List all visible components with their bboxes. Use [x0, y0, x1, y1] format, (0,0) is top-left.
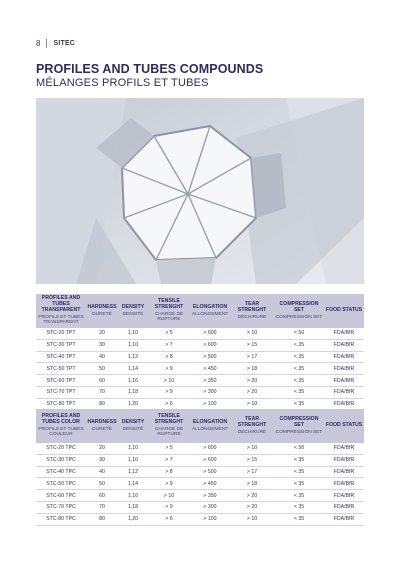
table-cell: > 17 — [230, 351, 274, 363]
table-header-row — [36, 294, 364, 328]
header-hardness: HARDNESS DURETÉ — [86, 294, 118, 328]
header-food: FOOD STATUS — [324, 409, 364, 443]
table-cell: > 10 — [230, 398, 274, 410]
page-subtitle: MÉLANGES PROFILS ET TUBES — [36, 77, 209, 89]
table-cell: > 8 — [148, 351, 190, 363]
table-cell: > 8 — [148, 466, 190, 478]
table-cell: FDA/BfR — [324, 443, 364, 454]
table-cell: STC-30 TPT — [36, 339, 86, 351]
table-cell: FDA/BfR — [324, 398, 364, 410]
table-cell: > 9 — [148, 363, 190, 375]
table-cell: < 35 — [274, 501, 324, 513]
header-compression: COMPRESSION SET COMPRESSION SET — [274, 409, 324, 443]
table-cell: < 35 — [274, 339, 324, 351]
table-row — [36, 490, 364, 502]
table-cell: STC-40 TPC — [36, 466, 86, 478]
table-cell: > 5 — [148, 328, 190, 339]
table-cell: 50 — [86, 478, 118, 490]
table-cell: 50 — [86, 363, 118, 375]
table-cell: > 15 — [230, 339, 274, 351]
table-cell: FDA/BfR — [324, 454, 364, 466]
transparent-compounds-table — [36, 294, 364, 411]
table-cell: < 35 — [274, 454, 324, 466]
table-cell: 70 — [86, 501, 118, 513]
table-cell: FDA/BfR — [324, 478, 364, 490]
table-row — [36, 478, 364, 490]
table-cell: > 100 — [190, 513, 230, 525]
table-cell: > 7 — [148, 454, 190, 466]
table-cell: FDA/BfR — [324, 351, 364, 363]
header-tear: TEAR STRENGHT DÉCHIRURE — [230, 409, 274, 443]
table-cell: STC-80 TPT — [36, 398, 86, 410]
header-hardness: HARDNESS DURETÉ — [86, 409, 118, 443]
table-cell: 1,10 — [118, 339, 148, 351]
color-compounds-table — [36, 409, 364, 526]
table-cell: 1,14 — [118, 478, 148, 490]
table-cell: > 600 — [190, 443, 230, 454]
table-cell: > 6 — [148, 513, 190, 525]
table-row — [36, 328, 364, 339]
header-compression: COMPRESSION SET COMPRESSION SET — [274, 294, 324, 328]
table-row — [36, 454, 364, 466]
table-cell: > 450 — [190, 363, 230, 375]
table-row — [36, 513, 364, 525]
table-cell: 1,10 — [118, 454, 148, 466]
table-cell: FDA/BfR — [324, 490, 364, 502]
table-cell: 40 — [86, 466, 118, 478]
table-cell: < 35 — [274, 363, 324, 375]
table-cell: > 10 — [148, 375, 190, 387]
table-row — [36, 339, 364, 351]
skylight-photo — [36, 98, 364, 284]
table-cell: < 50 — [274, 443, 324, 454]
table-cell: > 600 — [190, 328, 230, 339]
table-cell: > 5 — [148, 443, 190, 454]
table-cell: STC-70 TPT — [36, 386, 86, 398]
table-cell: > 18 — [230, 478, 274, 490]
table-cell: 1,16 — [118, 375, 148, 387]
table-cell: > 20 — [230, 375, 274, 387]
table-cell: > 10 — [230, 328, 274, 339]
table-cell: > 300 — [190, 386, 230, 398]
header-tear: TEAR STRENGHT DÉCHIRURE — [230, 294, 274, 328]
table-cell: 1,14 — [118, 363, 148, 375]
page-number: 8 — [36, 39, 41, 48]
table-cell: > 7 — [148, 339, 190, 351]
table-cell: STC-20 TPC — [36, 443, 86, 454]
table-row — [36, 363, 364, 375]
table-cell: > 600 — [190, 339, 230, 351]
table-cell: FDA/BfR — [324, 466, 364, 478]
table-cell: STC-30 TPC — [36, 454, 86, 466]
table-cell: 80 — [86, 398, 118, 410]
table-row — [36, 375, 364, 387]
table-cell: < 35 — [274, 398, 324, 410]
table-cell: > 300 — [190, 501, 230, 513]
table-cell: > 20 — [230, 501, 274, 513]
table-cell: 80 — [86, 513, 118, 525]
table-cell: FDA/BfR — [324, 339, 364, 351]
header-density: DENSITY DENSITÉ — [118, 409, 148, 443]
table-cell: > 17 — [230, 466, 274, 478]
table-cell: > 20 — [230, 386, 274, 398]
table-row — [36, 443, 364, 454]
table-cell: FDA/BfR — [324, 513, 364, 525]
table-cell: 1,10 — [118, 328, 148, 339]
page-title: PROFILES AND TUBES COMPOUNDS — [36, 62, 264, 76]
table-body — [36, 328, 364, 410]
table-cell: STC-50 TPT — [36, 363, 86, 375]
table-cell: > 10 — [230, 443, 274, 454]
header-tensile: TENSILE STRENGHT CHARGE DE RUPTURE — [148, 409, 190, 443]
table-cell: > 500 — [190, 466, 230, 478]
table-cell: > 9 — [148, 386, 190, 398]
table-cell: < 35 — [274, 386, 324, 398]
header-tensile: TENSILE STRENGHT CHARGE DE RUPTURE — [148, 294, 190, 328]
table-cell: FDA/BfR — [324, 328, 364, 339]
table-cell: 60 — [86, 490, 118, 502]
table-cell: 1,18 — [118, 501, 148, 513]
table-cell: FDA/BfR — [324, 386, 364, 398]
table-cell: STC-60 TPC — [36, 490, 86, 502]
table-row — [36, 501, 364, 513]
header-food: FOOD STATUS — [324, 294, 364, 328]
table-cell: 1,16 — [118, 490, 148, 502]
table-cell: 30 — [86, 339, 118, 351]
table-cell: < 50 — [274, 328, 324, 339]
table-cell: > 350 — [190, 490, 230, 502]
table-cell: > 350 — [190, 375, 230, 387]
table-cell: 30 — [86, 454, 118, 466]
table-cell: 60 — [86, 375, 118, 387]
table-cell: 20 — [86, 328, 118, 339]
table-cell: > 450 — [190, 478, 230, 490]
table-cell: STC-60 TPT — [36, 375, 86, 387]
page-header — [36, 39, 75, 48]
table-cell: > 100 — [190, 398, 230, 410]
header-density: DENSITY DENSITÉ — [118, 294, 148, 328]
table-cell: 70 — [86, 386, 118, 398]
table-cell: < 35 — [274, 490, 324, 502]
table-cell: STC-20 TPT — [36, 328, 86, 339]
table-cell: FDA/BfR — [324, 501, 364, 513]
table-row — [36, 351, 364, 363]
skylight-illustration — [36, 98, 364, 284]
table-cell: 20 — [86, 443, 118, 454]
table-cell: > 15 — [230, 454, 274, 466]
table-cell: 1,18 — [118, 386, 148, 398]
table-cell: STC-40 TPT — [36, 351, 86, 363]
table-cell: > 500 — [190, 351, 230, 363]
table-cell: 1,10 — [118, 443, 148, 454]
table-cell: < 35 — [274, 478, 324, 490]
header-product: PROFILES AND TUBES TRANSPARENT PROFILS ET TUBES TRANSPARENT — [36, 294, 86, 328]
table-cell: > 9 — [148, 478, 190, 490]
table-cell: > 600 — [190, 454, 230, 466]
table-row — [36, 386, 364, 398]
brand-name: SITEC — [53, 40, 76, 47]
table-cell: > 6 — [148, 398, 190, 410]
table-cell: < 35 — [274, 375, 324, 387]
table-row — [36, 466, 364, 478]
table-cell: 1,12 — [118, 351, 148, 363]
table-cell: > 10 — [230, 513, 274, 525]
table-cell: > 9 — [148, 501, 190, 513]
table-cell: FDA/BfR — [324, 375, 364, 387]
table-header-row — [36, 409, 364, 443]
table-cell: > 18 — [230, 363, 274, 375]
table-cell: < 35 — [274, 513, 324, 525]
table-cell: < 35 — [274, 351, 324, 363]
table-cell: < 35 — [274, 466, 324, 478]
header-elongation: ELONGATION ALLONGEMENT — [190, 409, 230, 443]
table-cell: FDA/BfR — [324, 363, 364, 375]
table-cell: STC-50 TPC — [36, 478, 86, 490]
table-body — [36, 443, 364, 525]
table-cell: 40 — [86, 351, 118, 363]
table-cell: 1,20 — [118, 398, 148, 410]
table-cell: > 20 — [230, 490, 274, 502]
table-cell: STC-80 TPC — [36, 513, 86, 525]
table-cell: STC-70 TPC — [36, 501, 86, 513]
table-cell: 1,12 — [118, 466, 148, 478]
table-cell: > 10 — [148, 490, 190, 502]
header-product: PROFILES AND TUBES COLOR PROFILS ET TUBES COULEUR — [36, 409, 86, 443]
table-cell: 1,20 — [118, 513, 148, 525]
header-divider — [46, 39, 47, 48]
header-elongation: ELONGATION ALLONGEMENT — [190, 294, 230, 328]
